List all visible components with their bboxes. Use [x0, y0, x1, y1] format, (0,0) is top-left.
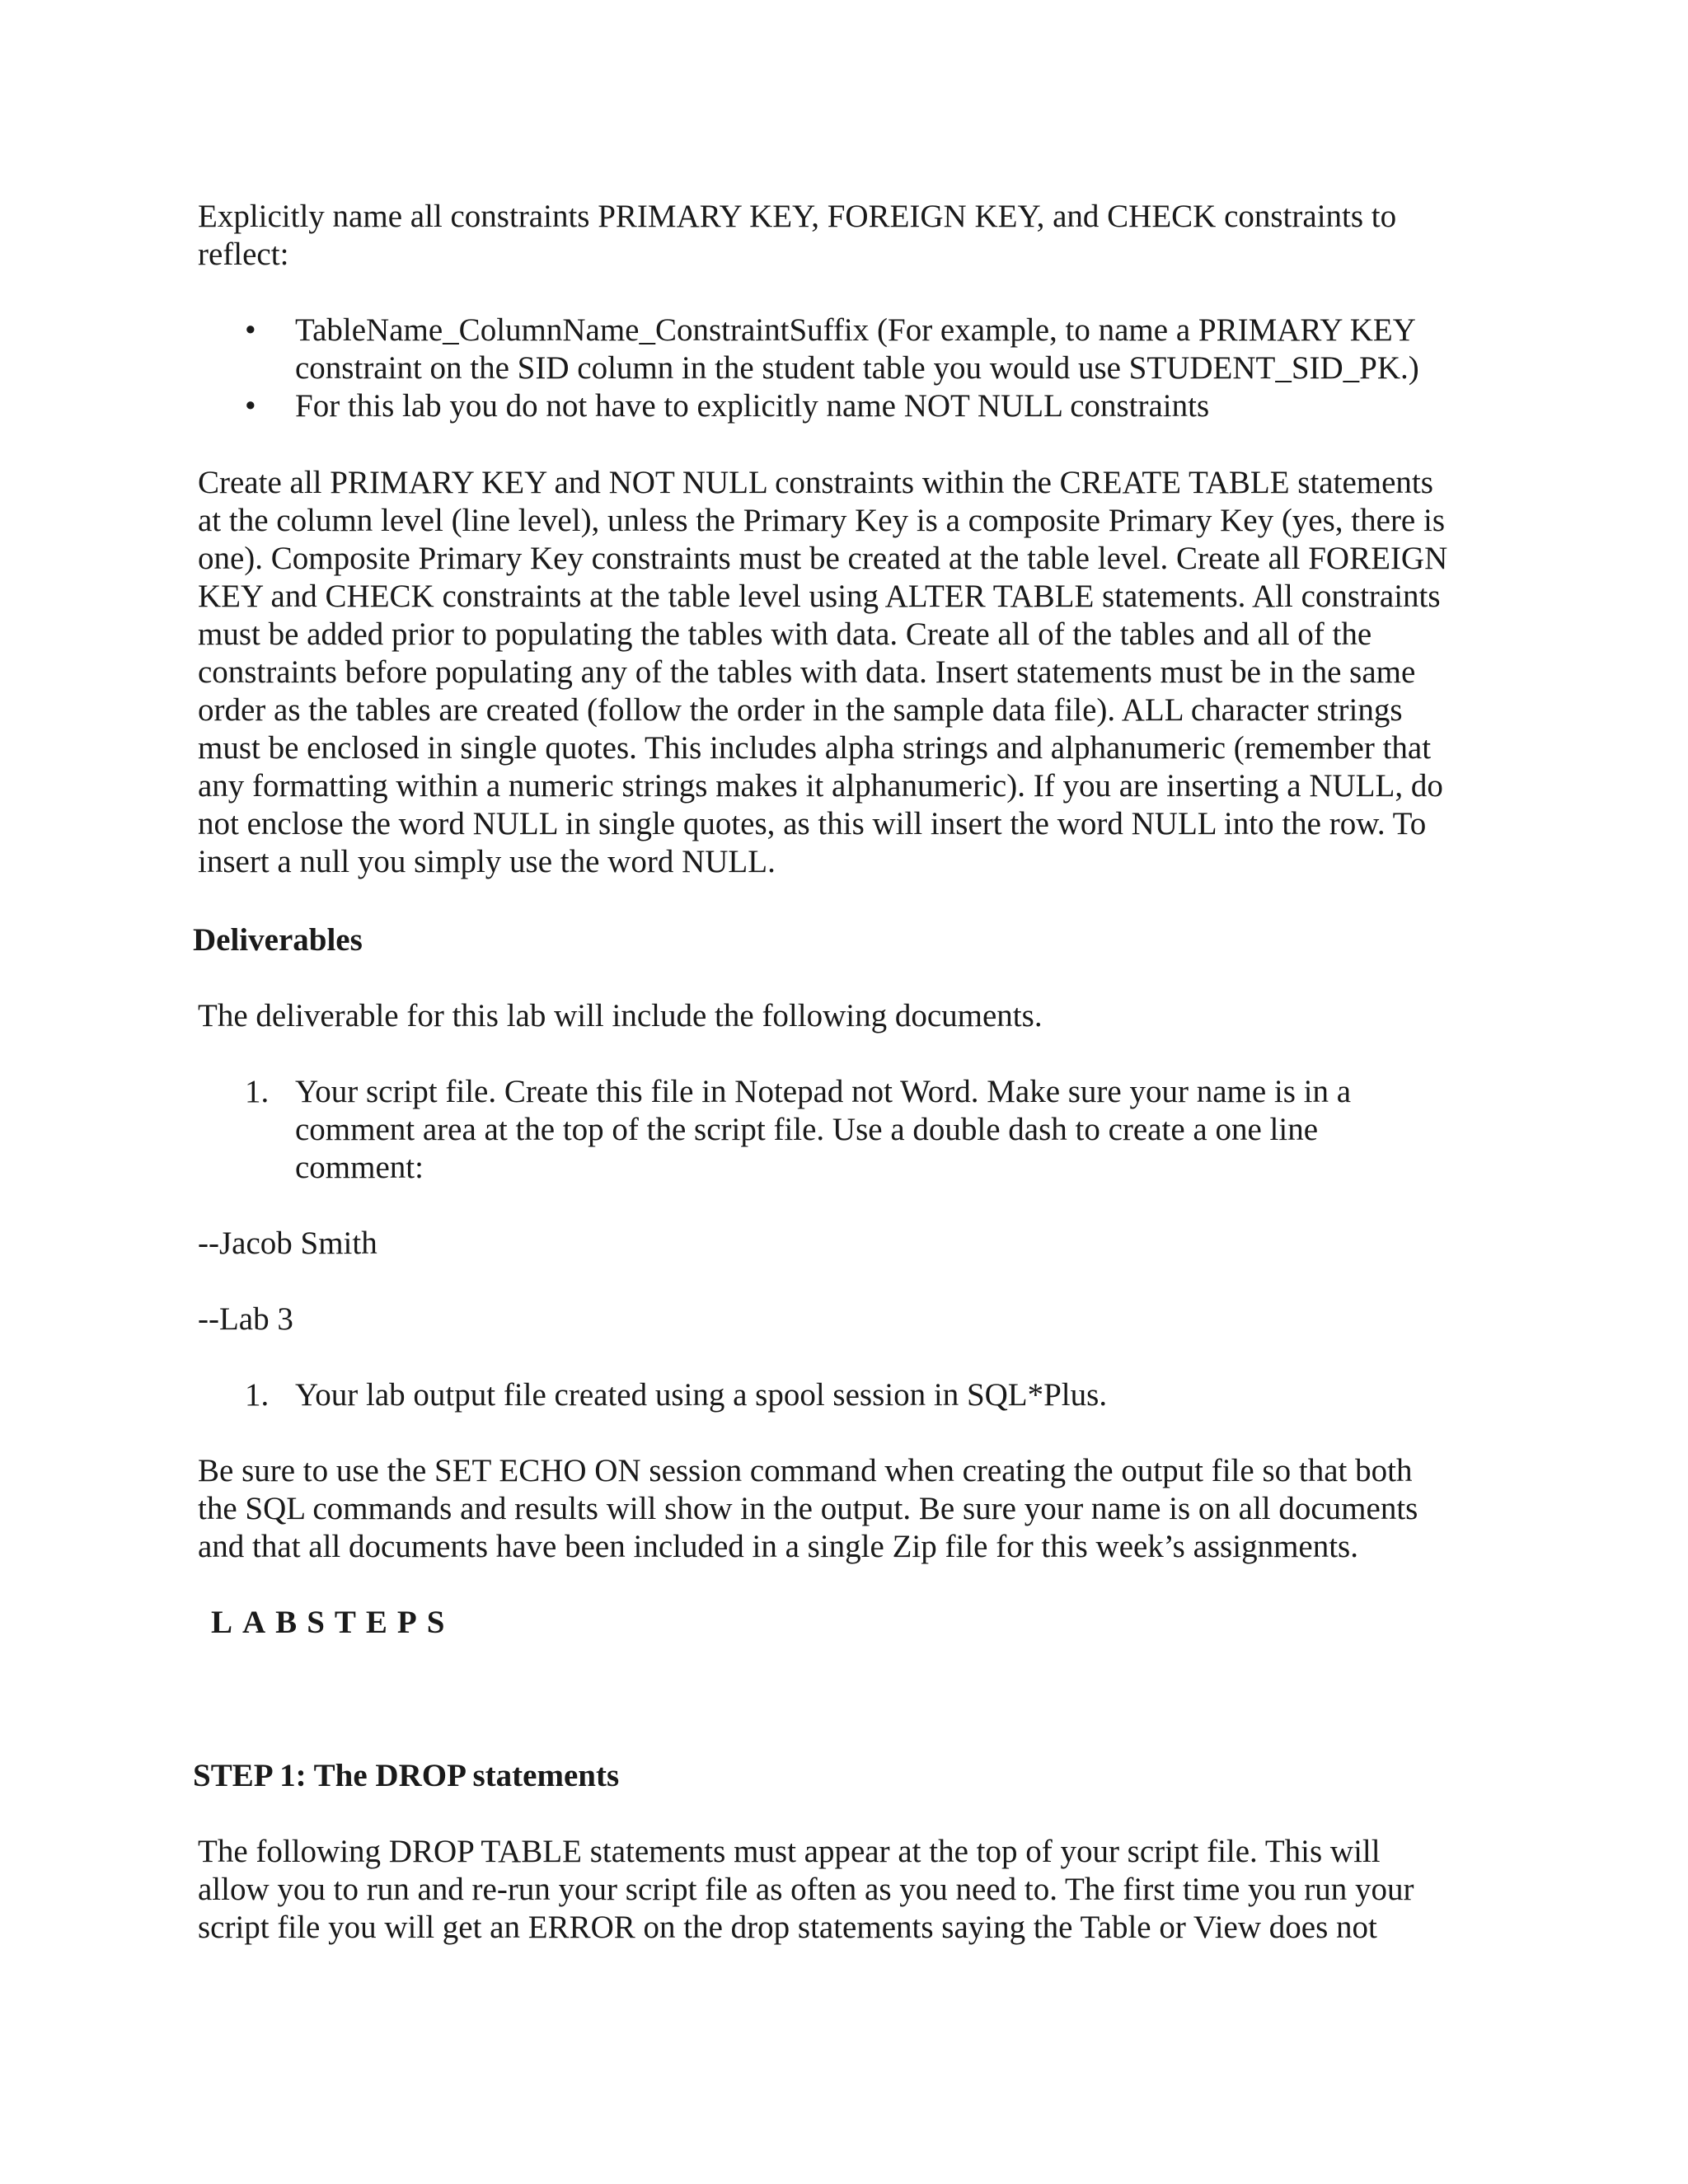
deliverables-intro: The deliverable for this lab will include the following documents. — [198, 998, 1043, 1033]
bullet-marker: • — [245, 312, 256, 348]
labsteps-heading: LABSTEPS — [211, 1605, 455, 1640]
paragraph-line: the SQL commands and results will show in the output. Be sure your name is on all documents — [198, 1491, 1418, 1526]
list-number: 1. — [245, 1377, 270, 1413]
paragraph-line: must be added prior to populating the tables with data. Create all of the tables and all of the — [198, 616, 1372, 652]
list-item-output-file: Your lab output file created using a spool session in SQL*Plus. — [295, 1377, 1108, 1413]
paragraph-line: Be sure to use the SET ECHO ON session command when creating the output file so that both — [198, 1453, 1413, 1488]
paragraph-line: and that all documents have been included in a single Zip file for this week’s assignments. — [198, 1529, 1358, 1564]
paragraph-line: allow you to run and re-run your script file as often as you need to. The first time you run your — [198, 1872, 1414, 1907]
intro-line: reflect: — [198, 237, 289, 272]
paragraph-line: any formatting within a numeric strings makes it alphanumeric). If you are inserting a NULL, do — [198, 768, 1443, 804]
list-item-line: comment area at the top of the script file. Use a double dash to create a one line — [295, 1112, 1319, 1147]
bullet-item — [295, 387, 1209, 425]
paragraph-line: at the column level (line level), unless the Primary Key is a composite Primary Key (yes, there is — [198, 503, 1446, 538]
paragraph-line: must be enclosed in single quotes. This includes alpha strings and alphanumeric (remember that — [198, 730, 1432, 766]
comment-lab: --Lab 3 — [198, 1301, 293, 1337]
paragraph-line: not enclose the word NULL in single quotes, as this will insert the word NULL into the row. To — [198, 806, 1427, 841]
paragraph-line: insert a null you simply use the word NULL. — [198, 844, 776, 879]
list-number: 1. — [245, 1074, 270, 1109]
constraints-paragraph — [198, 464, 1447, 881]
comment-name: --Jacob Smith — [198, 1226, 377, 1261]
paragraph-line: order as the tables are created (follow the order in the sample data file). ALL character strings — [198, 692, 1403, 728]
deliverables-heading: Deliverables — [193, 922, 363, 958]
list-item-line: Your script file. Create this file in Notepad not Word. Make sure your name is in a — [295, 1074, 1352, 1109]
step1-paragraph — [198, 1833, 1414, 1947]
paragraph-line: one). Composite Primary Key constraints must be created at the table level. Create all FOREIGN — [198, 541, 1448, 576]
list-item-line: comment: — [295, 1150, 424, 1185]
bullet-marker: • — [245, 388, 256, 424]
bullet-line: For this lab you do not have to explicitly name NOT NULL constraints — [295, 388, 1210, 424]
paragraph-line: KEY and CHECK constraints at the table level using ALTER TABLE statements. All constraints — [198, 579, 1441, 614]
paragraph-line: constraints before populating any of the tables with data. Insert statements must be in the same — [198, 654, 1416, 690]
paragraph-line: script file you will get an ERROR on the drop statements saying the Table or View does not — [198, 1910, 1377, 1945]
bullet-item — [295, 312, 1419, 387]
list-item-script-file — [295, 1073, 1351, 1187]
intro-paragraph — [198, 198, 1396, 274]
closing-paragraph — [198, 1452, 1418, 1566]
paragraph-line: The following DROP TABLE statements must appear at the top of your script file. This will — [198, 1834, 1381, 1869]
paragraph-line: Create all PRIMARY KEY and NOT NULL constraints within the CREATE TABLE statements — [198, 465, 1433, 500]
intro-line: Explicitly name all constraints PRIMARY KEY, FOREIGN KEY, and CHECK constraints to — [198, 199, 1397, 234]
bullet-line: constraint on the SID column in the student table you would use STUDENT_SID_PK.) — [295, 350, 1419, 386]
step1-heading: STEP 1: The DROP statements — [193, 1758, 620, 1793]
bullet-line: TableName_ColumnName_ConstraintSuffix (For example, to name a PRIMARY KEY — [295, 312, 1416, 348]
